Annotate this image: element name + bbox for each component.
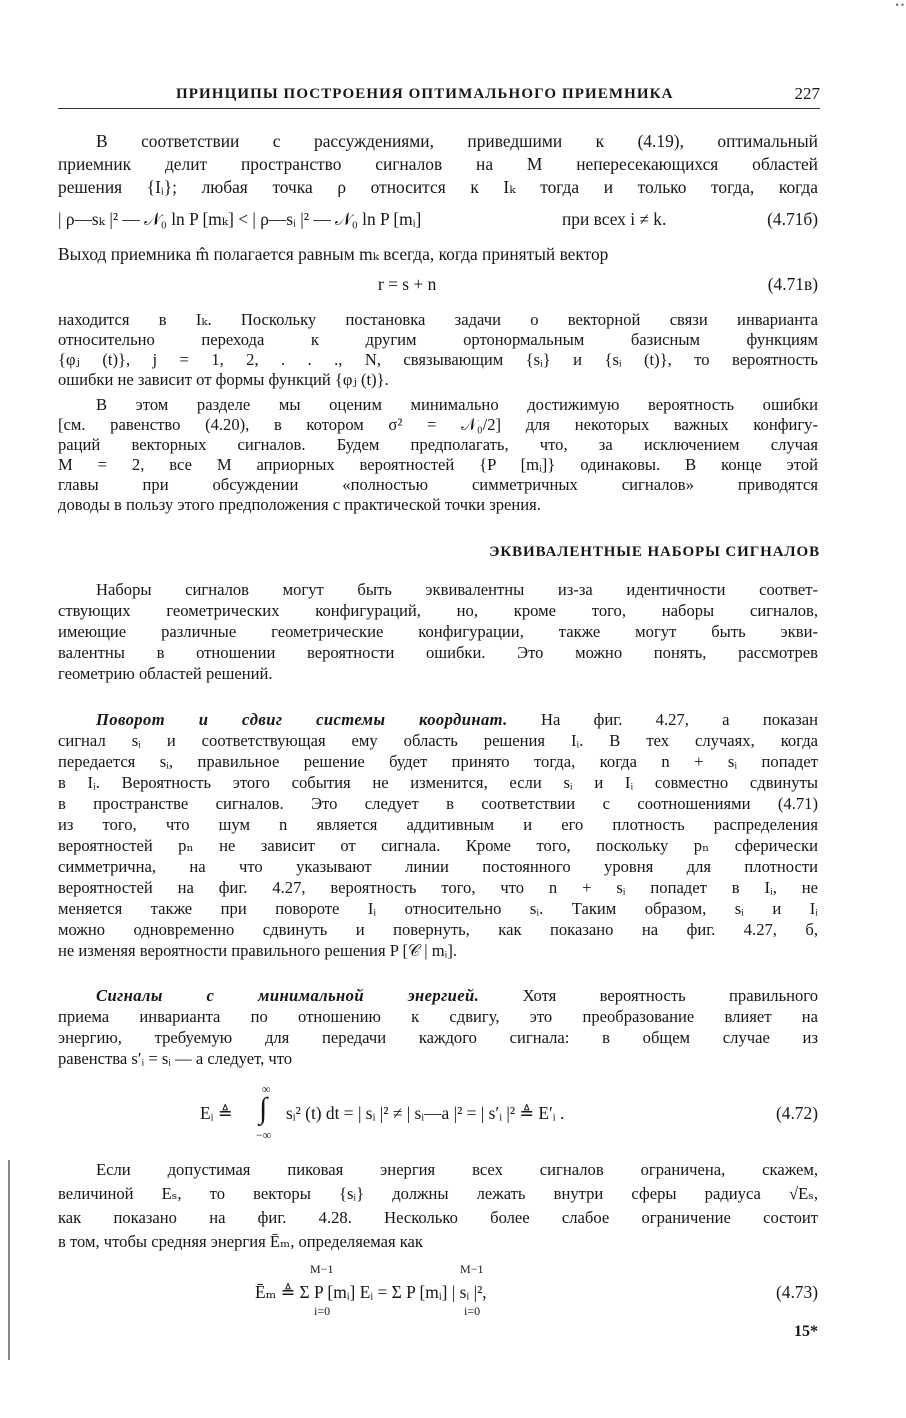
text-line (96, 710, 818, 730)
sum-upper-limit: M−1 (460, 1262, 484, 1276)
text-line: из того, что шум n является аддитивным и его плотность распределения (58, 815, 818, 834)
integral-lower-limit: −∞ (256, 1128, 272, 1142)
run-in-heading: Поворот и сдвиг системы координат. (96, 710, 508, 729)
text-line: раций векторных сигналов. Будем предполагать, что, за исключением случая (58, 435, 818, 454)
text-line: энергию, требуемую для передачи каждого сигнала: в общем случае из (58, 1028, 818, 1047)
sum-lower-limit: i=0 (314, 1304, 331, 1318)
section-heading: ЭКВИВАЛЕНТНЫЕ НАБОРЫ СИГНАЛОВ (489, 544, 820, 560)
text-line: в том, чтобы средняя энергия Ēₘ, определяемая как (58, 1232, 423, 1251)
text-line: в пространстве сигналов. Это следует в соответствии с соотношениями (4.71) (58, 794, 818, 813)
equation-4-72-lhs: Eᵢ ≜ (200, 1103, 233, 1123)
text-line: относительно перехода к другим ортонормальным базисным функциям (58, 330, 818, 349)
text-line: меняется также при повороте Iᵢ относительно sᵢ. Таким образом, sᵢ и Iᵢ (58, 899, 818, 918)
run-in-text: Хотя вероятность правильного (479, 986, 818, 1005)
text-line: геометрию областей решений. (58, 664, 273, 683)
text-line: валентны в отношении вероятности ошибки. Это можно понять, рассмотрев (58, 643, 818, 662)
integral-upper-limit: ∞ (262, 1082, 271, 1096)
text-line: M = 2, все M априорных вероятностей {P [mᵢ]} одинаковы. В конце этой (58, 455, 818, 474)
text-line: доводы в пользу этого предположения с практической точки зрения. (58, 495, 541, 514)
text-line: Если допустимая пиковая энергия всех сигналов ограничена, скажем, (96, 1160, 818, 1179)
text-line: вероятностей pₙ не зависит от сигнала. Кроме того, поскольку pₙ сферически (58, 836, 818, 855)
text-line: Выход приемника m̂ полагается равным mₖ всегда, когда принятый вектор (58, 244, 609, 264)
text-line: передается sᵢ, правильное решение будет принято тогда, когда n + sᵢ попадет (58, 752, 818, 771)
equation-number: (4.72) (775, 1103, 818, 1123)
text-line: В соответствии с рассуждениями, приведшими к (4.19), оптимальный (96, 131, 818, 151)
run-in-heading: Сигналы с минимальной энергией. (96, 986, 480, 1005)
text-line: [см. равенство (4.20), в котором σ² = 𝒩₀/2] для некоторых важных конфигу- (58, 415, 818, 434)
integral-sign: ∫ (259, 1092, 268, 1125)
text-line (96, 986, 818, 1006)
text-line: симметрична, на что указывают линии постоянного уровня для плотности (58, 857, 818, 876)
equation-4-72-rhs: sᵢ² (t) dt = | sᵢ |² ≠ | sᵢ—a |² = | s′ᵢ |² ≜ E′ᵢ . (286, 1103, 565, 1123)
text-line: ствующих геометрических конфигураций, но, кроме того, наборы сигналов, (58, 601, 818, 620)
text-line: В этом разделе мы оценим минимально достижимую вероятность ошибки (96, 395, 818, 414)
equation-condition: при всех i ≠ k. (562, 209, 667, 229)
text-line: Наборы сигналов могут быть эквивалентны из-за идентичности соответ- (96, 580, 818, 599)
equation-4-71v: r = s + n (378, 274, 437, 294)
sum-lower-limit: i=0 (464, 1304, 481, 1318)
page-number: 227 (794, 84, 820, 103)
header-rule (58, 108, 820, 109)
text-line: главы при обсуждении «полностью симметричных сигналов» приводятся (58, 475, 818, 494)
corner-mark: • • (895, 0, 904, 10)
text-line: {φⱼ (t)}, j = 1, 2, . . ., N, связывающим {sᵢ} и {sᵢ (t)}, то вероятность (58, 350, 818, 369)
running-head: ПРИНЦИПЫ ПОСТРОЕНИЯ ОПТИМАЛЬНОГО ПРИЕМНИКА (176, 86, 674, 102)
page-header (58, 84, 820, 110)
text-line: как показано на фиг. 4.28. Несколько более слабое ограничение состоит (58, 1208, 818, 1227)
signature-mark: 15* (794, 1323, 818, 1340)
text-line: решения {Iᵢ}; любая точка ρ относится к Iₖ тогда и только тогда, когда (58, 177, 818, 197)
equation-number: (4.71в) (767, 274, 818, 294)
text-line: сигнал sᵢ и соответствующая ему область решения Iᵢ. В тех случаях, когда (58, 731, 818, 750)
equation-number: (4.73) (775, 1282, 818, 1302)
text-line: находится в Iₖ. Поскольку постановка задачи о векторной связи инварианта (58, 310, 818, 329)
text-line: вероятностей на фиг. 4.27, вероятность того, что n + sᵢ попадет в Iᵢ, не (58, 878, 818, 897)
text-line: равенства s′ᵢ = sᵢ — a следует, что (58, 1049, 293, 1068)
text-line: можно одновременно сдвинуть и повернуть, как показано на фиг. 4.27, б, (58, 920, 818, 939)
equation-4-73: Ēₘ ≜ Σ P [mᵢ] Eᵢ = Σ P [mᵢ] | sᵢ |², (255, 1282, 487, 1302)
equation-number: (4.71б) (767, 209, 818, 229)
text-line: имеющие различные геометрические конфигурации, также могут быть экви- (58, 622, 818, 641)
text-line: величиной Eₛ, то векторы {sᵢ} должны лежать внутри сферы радиуса √Eₛ, (58, 1184, 818, 1203)
text-line: приемник делит пространство сигналов на M непересекающихся областей (58, 154, 818, 174)
text-line: не изменяя вероятности правильного решения P [𝒞 | mᵢ]. (58, 941, 458, 960)
text-line: ошибки не зависит от формы функций {φⱼ (t)}. (58, 370, 389, 389)
text-line: приема инварианта по отношению к сдвигу, это преобразование влияет на (58, 1007, 818, 1026)
equation-4-71b: | ρ—sₖ |² — 𝒩₀ ln P [mₖ] < | ρ—sᵢ |² — 𝒩₀ ln P [mᵢ] (58, 209, 422, 229)
text-line: в Iᵢ. Вероятность этого события не изменится, если sᵢ и Iᵢ совместно сдвинуты (58, 773, 818, 792)
margin-bar (8, 1160, 10, 1360)
sum-upper-limit: M−1 (310, 1262, 334, 1276)
run-in-text: На фиг. 4.27, а показан (507, 710, 818, 729)
